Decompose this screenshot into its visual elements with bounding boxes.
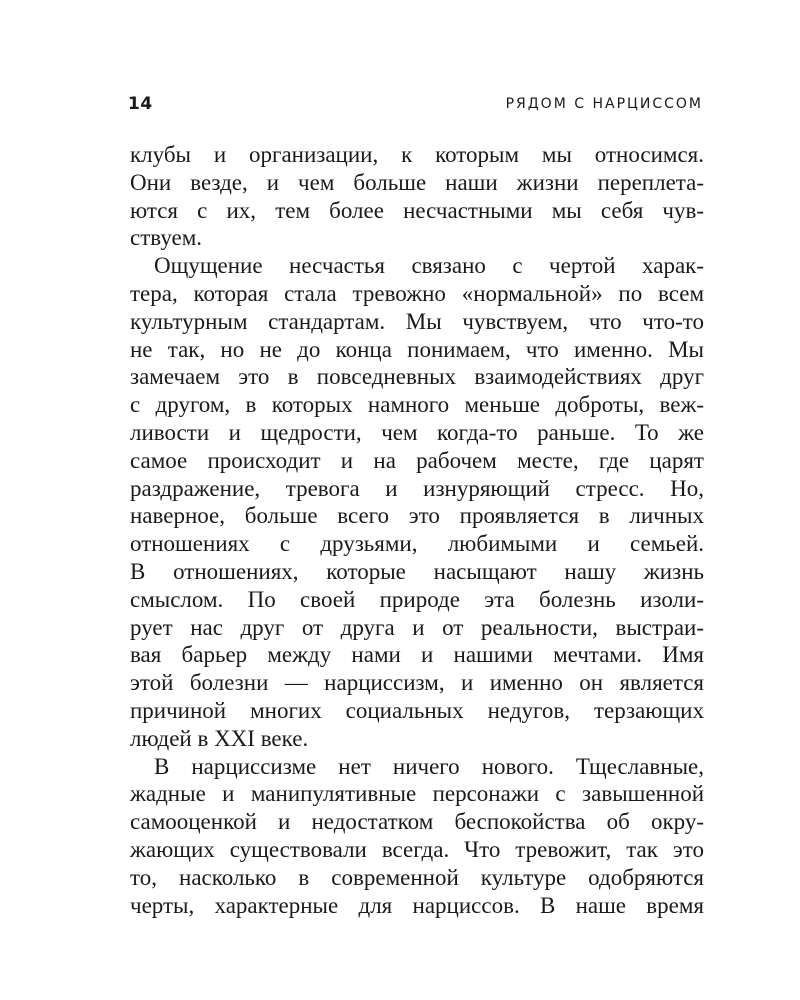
text-line: самооценкой и недостатком беспокойства об окру- <box>130 809 704 835</box>
text-line: жающих существовали всегда. Что тревожит, так это <box>130 836 704 862</box>
text-line: культурным стандартам. Мы чувствуем, что что-то <box>130 308 704 334</box>
text-line: Ощущение несчастья связано с чертой харак- <box>154 253 704 279</box>
text-line: тера, которая стала тревожно «нормальной» по всем <box>130 280 704 306</box>
paragraph <box>130 753 704 920</box>
text-line: самое происходит и на рабочем месте, где царят <box>130 447 704 473</box>
paragraph <box>130 141 704 252</box>
text-line: отношениях с друзьями, любимыми и семьей. <box>130 531 704 557</box>
text-line: ливости и щедрости, чем когда-то раньше. То же <box>130 419 704 445</box>
text-line: черты, характерные для нарциссов. В наше время <box>130 892 704 918</box>
text-line: ются с их, тем более несчастными мы себя чув- <box>130 197 704 223</box>
text-line: смыслом. По своей природе эта болезнь изоли- <box>130 586 704 612</box>
text-line: Они везде, и чем больше наши жизни переплета- <box>130 169 704 195</box>
text-line: В отношениях, которые насыщают нашу жизнь <box>130 558 704 584</box>
text-line: вая барьер между нами и нашими мечтами. Имя <box>130 642 704 668</box>
text-line: этой болезни — нарциссизм, и именно он является <box>130 670 704 696</box>
text-line: клубы и организации, к которым мы относимся. <box>130 142 704 167</box>
text-line: людей в XXI веке. <box>130 725 309 751</box>
body-text <box>130 141 704 919</box>
text-line: наверное, больше всего это проявляется в личных <box>130 503 704 529</box>
running-head <box>128 94 703 118</box>
text-line: жадные и манипулятивные персонажи с завышенной <box>130 781 704 807</box>
text-line: В нарциссизме нет ничего нового. Тщеславные, <box>154 753 704 779</box>
text-line: причиной многих социальных недугов, терзающих <box>130 697 704 723</box>
text-line: то, насколько в современной культуре одобряются <box>130 864 704 890</box>
text-line: ствуем. <box>130 225 203 251</box>
running-title: РЯДОМ С НАРЦИССОМ <box>505 96 703 112</box>
text-line: замечаем это в повседневных взаимодействиях друг <box>130 364 704 390</box>
page-number: 14 <box>128 94 153 114</box>
text-line: не так, но не до конца понимаем, что именно. Мы <box>130 336 704 362</box>
paragraph <box>130 252 704 752</box>
text-line: с другом, в которых намного меньше доброты, веж- <box>130 392 704 418</box>
text-line: рует нас друг от друга и от реальности, выстраи- <box>130 614 704 640</box>
text-line: раздражение, тревога и изнуряющий стресс. Но, <box>130 475 704 501</box>
